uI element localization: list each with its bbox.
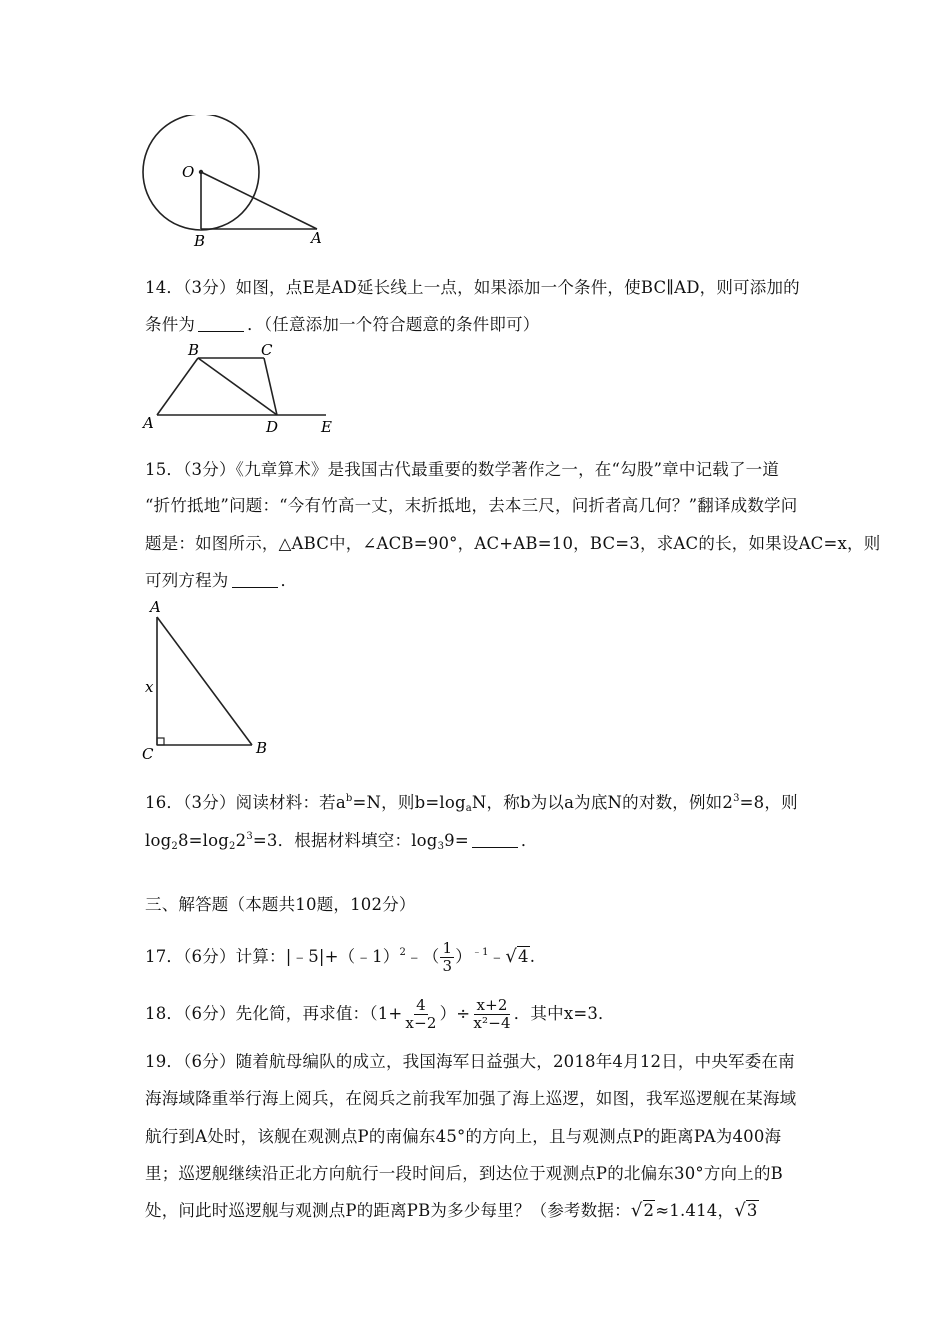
q17-close: ） [455,947,472,966]
q17-sqrt [505,940,529,974]
q19-sqrt3 [734,1199,758,1223]
q15-line4 [145,569,297,593]
q17-line [145,936,535,975]
label-b: B [188,341,200,359]
q18-frac1-num: 4 [416,996,426,1014]
q16-l2-c: 2 [235,831,247,850]
q18-mid: ）÷ [439,1004,471,1023]
q19-line5 [145,1199,759,1223]
q14-answer-blank [198,313,244,332]
q16-l1-a: 16．（3分）阅读材料：若a [145,793,346,812]
label-a: A [311,229,322,247]
q16-l2-f: ． [520,831,538,850]
q17-pre: 17．（6分）计算：|﹣5|+（﹣1） [145,947,400,966]
label-a: A [150,598,161,616]
q16-line1 [145,787,798,821]
q16-line2 [145,825,538,859]
q15-line4-pre: 可列方程为 [145,571,229,590]
q18-fraction2 [471,997,512,1032]
q16-answer-blank [472,829,518,848]
q17-fraction [440,940,454,975]
q16-l1-sup-b: b [345,793,353,804]
q19-sqrt2-value: 2 [643,1201,655,1220]
label-d: D [266,418,279,435]
circle-figure [135,115,335,250]
q17-frac-den: 3 [442,957,453,975]
q16-l2-sub-2b: 2 [229,841,236,852]
q15-line4-post: ． [280,571,298,590]
q18-line [145,995,615,1033]
radical-icon: √ [630,1200,643,1221]
q17-sqrt-value: 4 [518,947,529,966]
radical-icon: √ [505,946,518,967]
right-angle-mark [157,738,164,745]
q17-sup-neg1: ﹣1 [471,947,489,958]
q19-line3: 航行到A处时，该舰在观测点P的南偏东45°的方向上，且与观测点P的距离PA为400海 [145,1127,782,1146]
q18-post: ．其中x=3． [513,1004,615,1023]
q14-line2-post: ．（任意添加一个符合题意的条件即可） [247,315,540,334]
label-c: C [261,341,273,359]
label-b: B [194,232,206,250]
radical-icon: √ [734,1200,746,1221]
q17-frac-num: 1 [442,939,453,957]
label-o: O [182,163,195,181]
q16-l2-sup-3: 3 [246,831,253,842]
q16-l1-c: N，称b为以a为底N的对数，例如2 [471,793,734,812]
q19-line5-pre: 处，问此时巡逻舰与观测点P的距离PB为多少每里？（参考数据： [145,1201,631,1220]
q19-line4: 里；巡逻舰继续沿正北方向航行一段时间后，到达位于观测点P的北偏东30°方向上的B [145,1164,783,1183]
q18-frac2-num: x+2 [476,996,508,1014]
q18-frac2-den: x²−4 [473,1014,511,1032]
q16-l1-sup-3: 3 [733,793,740,804]
q16-l1-sub-a: a [465,803,472,814]
q14-line1: 14．（3分）如图，点E是AD延长线上一点，如果添加一个条件，使BC∥AD，则可添加的 [145,278,800,297]
q19-line2: 海海域降重举行海上阅兵，在阅兵之前我军加强了海上巡逻，如图，我军巡逻舰在某海域 [145,1089,797,1108]
q16-l1-d: =8，则 [739,793,798,812]
q16-l2-b: 8=log [177,831,230,850]
label-c: C [142,745,154,763]
q16-l1-b: =N，则b=log [352,793,466,812]
q16-l2-a: log [145,831,172,850]
point-o [199,170,203,174]
q15-line3: 题是：如图所示，△ABC中，∠ACB=90°，AC+AB=10，BC=3，求AC的长，如果设AC=x，则 [145,534,881,553]
q16-l2-sub-3: 3 [437,841,445,852]
q17-end: . [529,947,536,966]
label-b: B [256,739,268,757]
segment-ab [157,617,252,745]
label-x: x [145,678,154,696]
q17-mid: ﹣（ [406,947,440,966]
q18-pre: 18．（6分）先化简，再求值：（1+ [145,1004,403,1023]
label-a: A [143,414,154,432]
q18-frac1-den: x−2 [405,1014,437,1032]
section3-title: 三、解答题（本题共10题，102分） [145,895,416,914]
q19-sqrt3-value: 3 [746,1201,758,1220]
q19-approx: ≈1.414， [655,1201,735,1220]
q17-sup-2: 2 [399,947,407,958]
q14-line2-pre: 条件为 [145,315,196,334]
q15-line2: “折竹抵地”问题：“今有竹高一丈，末折抵地，去本三尺，问折者高几何？”翻译成数学问 [145,496,798,515]
label-e: E [321,418,332,435]
q16-l2-e: 9= [444,831,469,850]
q15-line1: 15．（3分）《九章算术》是我国古代最重要的数学著作之一，在“勾股”章中记载了一道 [145,460,780,479]
trapezoid-figure [138,340,348,435]
segment-ab [157,358,198,415]
triangle-figure [138,595,278,765]
q15-answer-blank [232,569,278,588]
q16-l2-sub-2a: 2 [171,841,178,852]
q16-l2-d: =3．根据材料填空：log [252,831,438,850]
q18-fraction1 [403,997,438,1032]
q19-sqrt2 [631,1199,655,1223]
q17-minus: ﹣ [488,947,506,966]
q14-line2 [145,313,539,337]
q19-line1: 19．（6分）随着航母编队的成立，我国海军日益强大，2018年4月12日，中央军委在南 [145,1052,795,1071]
